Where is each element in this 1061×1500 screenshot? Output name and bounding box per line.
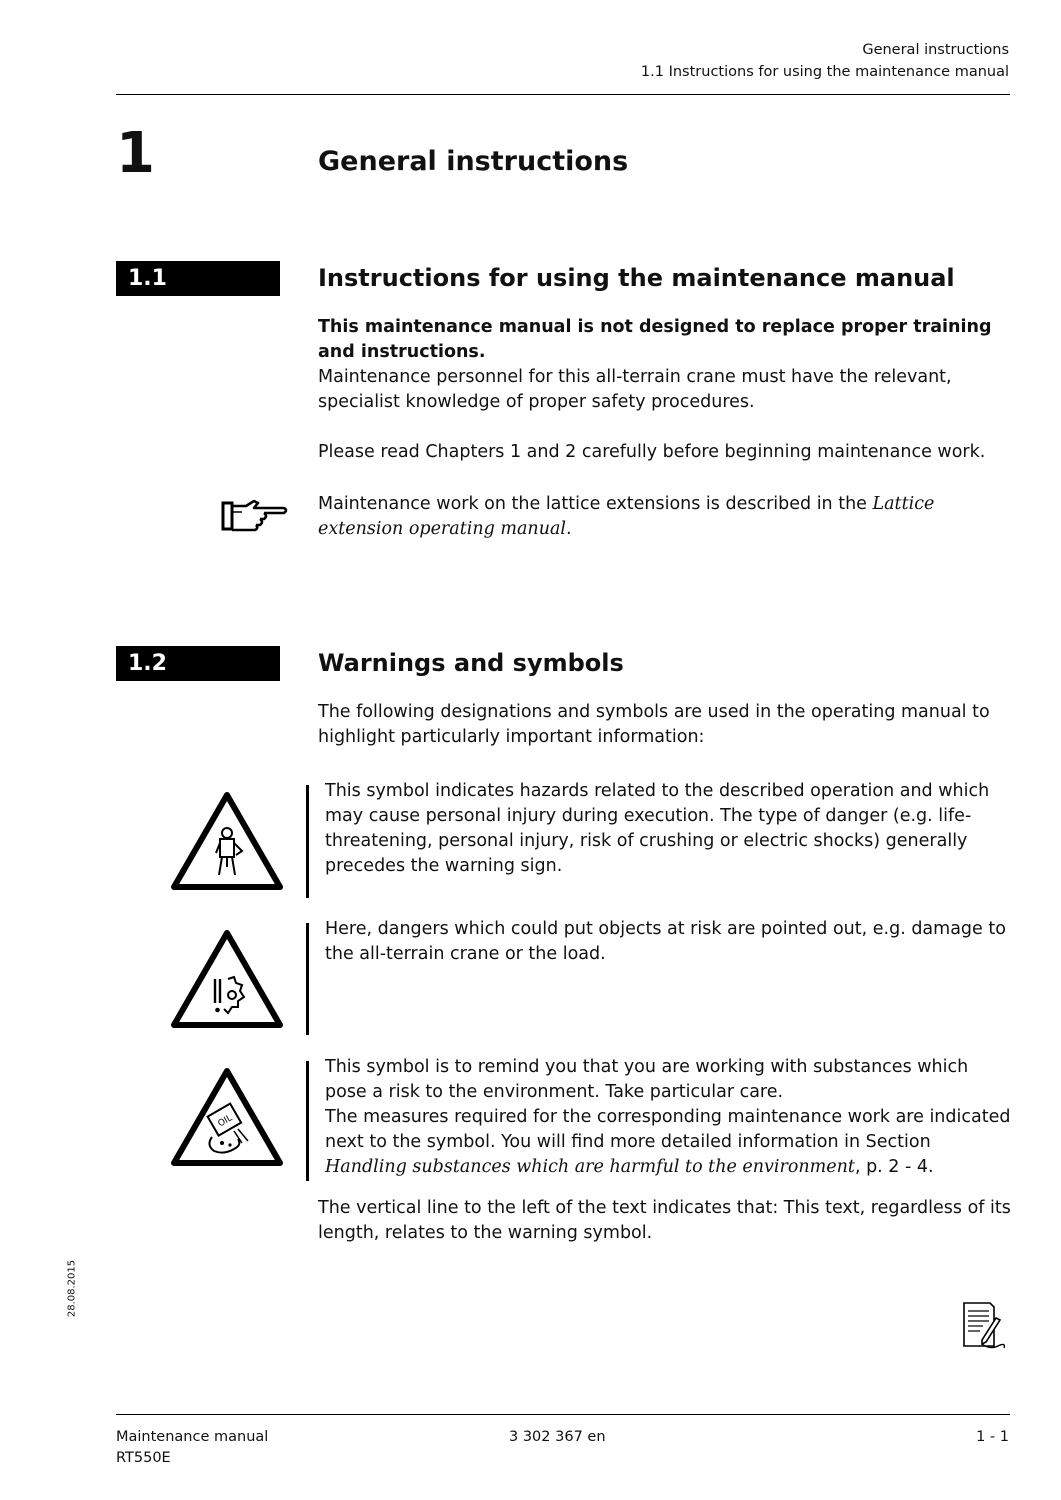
environment-oil-warning-icon bbox=[168, 1065, 286, 1169]
bold-intro-end: . bbox=[478, 342, 486, 362]
pointing-hand-icon bbox=[220, 497, 290, 535]
warning-3-bar bbox=[306, 1061, 309, 1181]
footer-manual-title: Maintenance manual bbox=[116, 1429, 269, 1445]
section-title-1-1: Instructions for using the maintenance manual bbox=[318, 264, 955, 292]
note-italic-title: Lattice extension operating manual bbox=[318, 494, 935, 539]
lattice-note bbox=[318, 492, 1013, 542]
header-rule bbox=[116, 94, 1010, 95]
note-prefix: Maintenance work on the lattice extensions is described in the bbox=[318, 494, 873, 514]
header-section: 1.1 Instructions for using the maintenance manual bbox=[640, 64, 1009, 80]
bold-intro: This maintenance manual is not designed to replace proper training and instructions bbox=[318, 317, 992, 362]
warning-3-text-1: This symbol is to remind you that you are working with substances which pose a risk to the environment. Take particular care. bbox=[325, 1057, 969, 1102]
chapter-number: 1 bbox=[116, 121, 155, 186]
section-1-1-intro bbox=[318, 315, 1013, 415]
section-number-1-1: 1.1 bbox=[116, 261, 280, 296]
chapter-title: General instructions bbox=[318, 146, 629, 177]
body-paragraph-1: Maintenance personnel for this all-terrain crane must have the relevant, specialist knowledge of proper safety procedures. bbox=[318, 367, 952, 412]
warning-3-text bbox=[325, 1055, 1013, 1180]
warning-2-bar bbox=[306, 923, 309, 1035]
closing-paragraph: The vertical line to the left of the text indicates that: This text, regardless of its length, relates to the warning symbol. bbox=[318, 1198, 1011, 1243]
oil-can-label: OIL bbox=[216, 1113, 235, 1130]
footer-page-number: 1 - 1 bbox=[976, 1429, 1009, 1445]
footer-rule bbox=[116, 1414, 1010, 1415]
footer-model: RT550E bbox=[116, 1450, 171, 1466]
body-paragraph-2: Please read Chapters 1 and 2 carefully before beginning maintenance work. bbox=[318, 442, 986, 462]
warning-1-text: This symbol indicates hazards related to the described operation and which may cause personal injury during execution. The type of danger (e.g. life-threatening, personal injury, risk of crushing or electric shocks) generally precedes the warning sign. bbox=[325, 781, 990, 876]
personal-injury-warning-icon bbox=[168, 789, 286, 893]
property-damage-warning-icon bbox=[168, 927, 286, 1031]
warning-3-page-ref: , p. 2 - 4. bbox=[854, 1157, 934, 1177]
notepad-pen-icon bbox=[958, 1300, 1010, 1352]
side-date: 28.08.2015 bbox=[66, 1259, 78, 1318]
header-chapter: General instructions bbox=[862, 42, 1009, 58]
warning-2-text: Here, dangers which could put objects at risk are pointed out, e.g. damage to the all-terrain crane or the load. bbox=[325, 919, 1006, 964]
footer-document-number: 3 302 367 en bbox=[509, 1429, 606, 1445]
section-number-1-2: 1.2 bbox=[116, 646, 280, 681]
section-title-1-2: Warnings and symbols bbox=[318, 649, 624, 677]
warning-3-section-ref: Handling substances which are harmful to the environment bbox=[325, 1157, 855, 1177]
note-suffix: . bbox=[566, 519, 572, 539]
running-header bbox=[641, 39, 1009, 83]
warning-3-text-2: The measures required for the corresponding maintenance work are indicated next to the symbol. You will find more detailed information in Section bbox=[325, 1107, 1011, 1152]
footer-left bbox=[116, 1427, 268, 1469]
section-1-2-intro: The following designations and symbols are used in the operating manual to highlight particularly important information: bbox=[318, 702, 990, 747]
warning-1-bar bbox=[306, 785, 309, 898]
